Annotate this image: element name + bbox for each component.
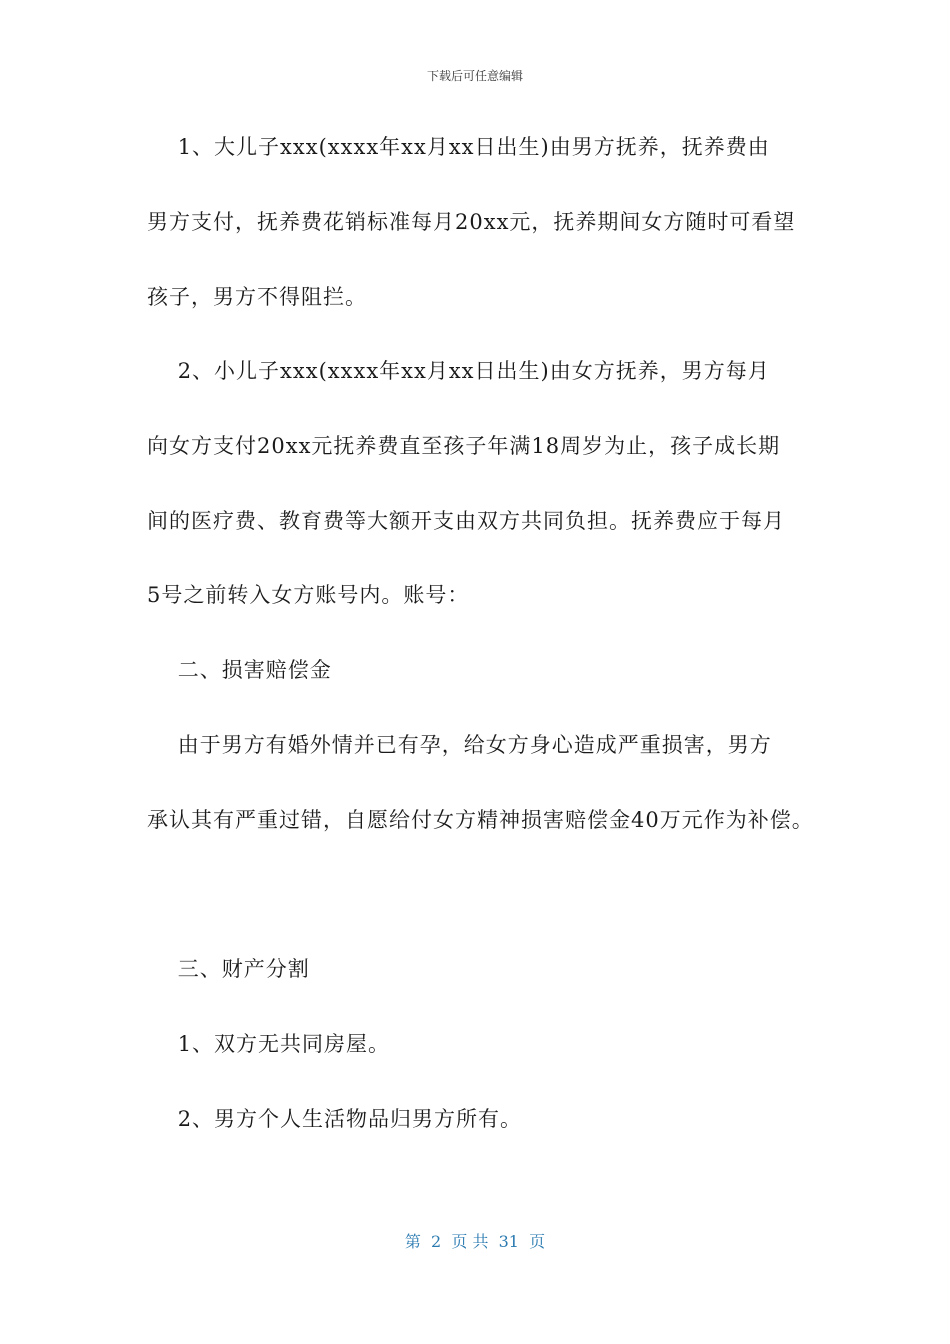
- body-line: 2、男方个人生活物品归男方所有。: [147, 1107, 523, 1131]
- body-line: 1、大儿子xxx(xxxx年xx月xx日出生)由男方抚养，抚养费由: [147, 135, 770, 159]
- body-line: 2、小儿子xxx(xxxx年xx月xx日出生)由女方抚养，男方每月: [147, 359, 770, 383]
- body-line: 男方支付，抚养费花销标准每月20xx元，抚养期间女方随时可看望: [147, 210, 796, 234]
- body-line: 孩子，男方不得阻拦。: [147, 285, 367, 309]
- body-line: 由于男方有婚外情并已有孕，给女方身心造成严重损害，男方: [147, 733, 772, 757]
- page-number-footer: 第 2 页 共 31 页: [404, 1232, 546, 1251]
- body-line: 1、双方无共同房屋。: [147, 1032, 391, 1056]
- body-line: 5号之前转入女方账号内。账号：: [147, 583, 470, 607]
- body-line: 间的医疗费、教育费等大额开支由双方共同负担。抚养费应于每月: [147, 509, 785, 533]
- section-heading: 二、损害赔偿金: [147, 658, 332, 682]
- body-line: 承认其有严重过错，自愿给付女方精神损害赔偿金40万元作为补偿。: [147, 808, 814, 832]
- page-header: 下载后可任意编辑: [426, 69, 523, 83]
- body-line: 向女方支付20xx元抚养费直至孩子年满18周岁为止，孩子成长期: [147, 434, 781, 458]
- section-heading: 三、财产分割: [147, 957, 310, 981]
